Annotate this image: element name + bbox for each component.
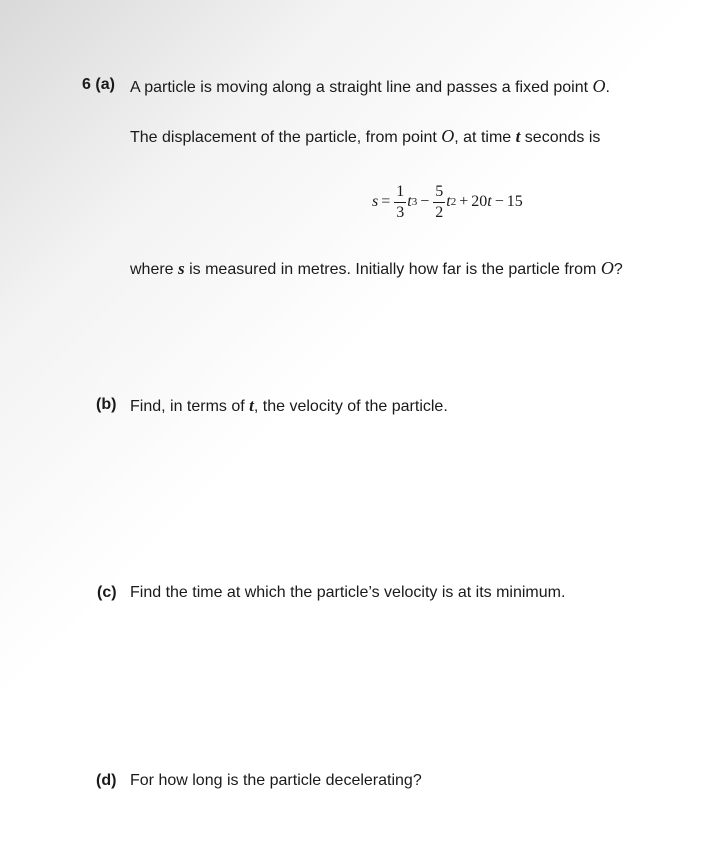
part-b-text <box>130 396 448 416</box>
part-b-text-prefix: Find, in terms of <box>130 398 250 415</box>
eq-constant: 15 <box>506 193 523 210</box>
time-t-var: t <box>515 127 521 146</box>
frac2-numerator: 5 <box>433 184 445 203</box>
point-o-var: O <box>441 126 455 146</box>
eq-minus: − <box>494 193 504 210</box>
part-c-label: (c) <box>97 584 117 601</box>
part-d-label: (d) <box>96 772 117 789</box>
fraction-one-third <box>394 184 406 221</box>
term3-var: t <box>487 193 492 210</box>
part-b-text-suffix: , the velocity of the particle. <box>253 398 448 415</box>
frac1-numerator: 1 <box>394 184 406 203</box>
frac1-denominator: 3 <box>396 203 405 221</box>
term2-var: t <box>446 193 451 210</box>
question-number: 6 <box>82 76 91 93</box>
eq-equals: = <box>381 193 391 210</box>
part-a-label: (a) <box>95 76 115 93</box>
eq-minus: − <box>420 193 430 210</box>
eq-plus: + <box>459 193 469 210</box>
part-a-line3-mid: is measured in metres. Initially how far is the particle from <box>184 261 601 278</box>
part-b-label: (b) <box>96 396 117 413</box>
term1-exponent: 3 <box>411 196 418 208</box>
question-number-label <box>82 76 115 94</box>
part-a-line1 <box>130 76 610 97</box>
part-a-line1-suffix: . <box>605 79 610 96</box>
part-d-text: For how long is the particle decelerating? <box>130 772 422 789</box>
time-t-var: t <box>249 396 254 415</box>
part-c-text: Find the time at which the particle’s velocity is at its minimum. <box>130 584 566 601</box>
part-a-line2-text: The displacement of the particle, from point <box>130 129 442 146</box>
point-o-var: O <box>592 76 606 96</box>
term2-exponent: 2 <box>450 196 457 208</box>
term1-var: t <box>407 193 412 210</box>
part-a-line2 <box>130 126 600 147</box>
part-a-line2-mid: , at time <box>454 129 516 146</box>
part-a-line1-text: A particle is moving along a straight line and passes a fixed point <box>130 79 593 96</box>
frac2-denominator: 2 <box>435 203 444 221</box>
part-a-line2-suffix: seconds is <box>520 129 601 146</box>
eq-lhs: s <box>372 193 379 210</box>
fraction-five-halves <box>433 184 445 221</box>
point-o-var: O <box>600 258 614 278</box>
displacement-equation <box>372 176 523 228</box>
part-a-line3-text: where <box>130 261 179 278</box>
part-a-line3 <box>130 258 623 279</box>
term3-coefficient: 20 <box>471 193 488 210</box>
displacement-s-var: s <box>178 259 185 278</box>
part-a-line3-suffix: ? <box>613 261 623 278</box>
